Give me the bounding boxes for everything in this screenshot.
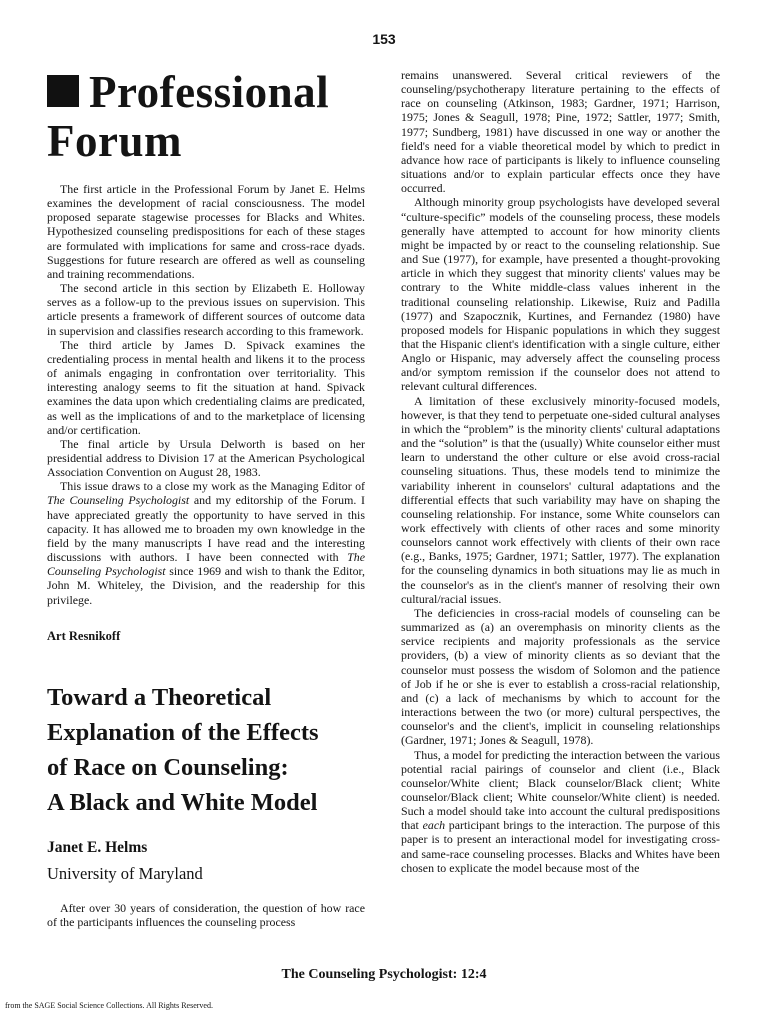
journal-name: The Counseling Psychologist bbox=[47, 550, 365, 579]
body-paragraph bbox=[401, 748, 720, 875]
journal-name: The Counseling Psychologist bbox=[47, 493, 190, 508]
body-paragraph: A limitation of these exclusively minority-focused models, however, is that they tend to perpetuate one-sided cultural analyses in which the “problem” is the minority clients' cultural adaptations and the “solution” is that the (usually) White counselor either must learn to understand the other culture or else avoid cross-racial counseling situations. Thus, these models tend to minimize the variability inherent in counselors' cultural adaptations and the differential effects that such variability may have on shaping the counseling relationship. For instance, some White counselors can work effectively with clients of other races and some minority counselors cannot work effectively with clients of their own race (e.g., Banks, 1975; Gardner, 1971; Sattler, 1977). The explanation for the counseling dynamics in both situations may lie as much in the counselor's as in the client's manner of resolving their own cultural/racial issues. bbox=[401, 393, 720, 606]
black-square-icon bbox=[47, 75, 79, 107]
closing-text: and my editorship of the Forum. I have appreciated greatly the opportunity to have served in this capacity. It has allowed me to broaden my own knowledge in the field by the many manuscripts I have read and the interesting discussions with authors. I have been connected with bbox=[47, 493, 365, 565]
page-number: 153 bbox=[372, 31, 396, 47]
article-title-line: of Race on Counseling: bbox=[47, 753, 289, 781]
article-title-line: Explanation of the Effects bbox=[47, 718, 319, 746]
closing-text: This issue draws to a close my work as the Managing Editor of bbox=[60, 479, 365, 494]
closing-text: since 1969 and wish to thank the Editor, John M. Whiteley, the Division, and the readership for this privilege. bbox=[47, 564, 365, 607]
body-paragraph: The deficiencies in cross-racial models of counseling can be summarized as (a) an overemphasis on minority clients as the service recipients and majority professionals as the service providers, (b) a view of minority clients as so deviant that the counselor must possess the wisdom of Solomon and the patience of Job if he or she is ever to establish a cross-racial relationship, and (c) a lack of mechanisms by which to account for the interactions between the two (or more) cultural perspectives, the counselor's and the client's, implicit in counseling relationships (Gardner, 1971; Jones & Seagull, 1978). bbox=[401, 605, 720, 748]
section-title-line1: Professional bbox=[89, 67, 330, 117]
closing-paragraph bbox=[47, 479, 365, 606]
signoff-author: Art Resnikoff bbox=[47, 628, 121, 643]
author-affiliation: University of Maryland bbox=[47, 863, 203, 883]
article-author: Janet E. Helms bbox=[47, 838, 148, 856]
copyright-footer: from the SAGE Social Science Collections. All Rights Reserved. bbox=[5, 1001, 213, 1010]
body-text: Thus, a model for predicting the interaction between the various potential racial pairings of counselor and client (i.e., Black counselor/White client; Black counselor/Black client; White counselor/Black client; White counselor/White client) is needed. Such a model should take into account the cultural predispositions that bbox=[401, 747, 720, 833]
section-title bbox=[47, 68, 365, 166]
journal-footer: The Counseling Psychologist: 12:4 bbox=[281, 967, 487, 982]
emphasis-text: each bbox=[422, 818, 446, 833]
intro-paragraph: The final article by Ursula Delworth is based on her presidential address to Division 17 at the American Psychological Association Convention on August 28, 1983. bbox=[47, 436, 365, 480]
section-title-line2: Forum bbox=[47, 116, 182, 166]
article-title-line: Toward a Theoretical bbox=[47, 683, 272, 711]
left-column bbox=[47, 68, 365, 929]
body-text: participant brings to the interaction. The purpose of this paper is to present an interactional model for investigating cross- and same-race counseling processes. Blacks and Whites have been chosen to explicate the model because most of the bbox=[401, 818, 720, 875]
intro-paragraph: The second article in this section by Elizabeth E. Holloway serves as a follow-up to the previous issues on supervision. This article presents a framework of different sources of outcome data in supervision and classifies research according to this framework. bbox=[47, 281, 365, 338]
intro-paragraph: The third article by James D. Spivack examines the credentialing process in mental health and likens it to the process of animals engaging in confrontation over territoriality. This interesting analogy seems to fit the situation at hand. Spivack examines the data upon which credentialing claims are predicated, as well as the implications of and to the marketplace of licensing and/or certification. bbox=[47, 337, 365, 437]
right-column bbox=[401, 68, 720, 875]
article-title bbox=[47, 680, 365, 820]
intro-paragraph: The first article in the Professional Forum by Janet E. Helms examines the development of racial consciousness. The model proposed separate stagewise processes for Blacks and Whites. Hypothesized counseling predispositions for each of these stages are formulated with implications for same and cross-race dyads. Suggestions for future research are offered as well as counseling and training recommendations. bbox=[47, 182, 365, 281]
body-paragraph: remains unanswered. Several critical reviewers of the counseling/psychotherapy literature pertaining to the effects of race on counseling (Atkinson, 1983; Gardner, 1971; Harrison, 1975; Jones & Seagull, 1978; Pine, 1972; Sattler, 1977; Smith, 1977; Sundberg, 1981) have discussed in one way or another the field's need for a viable theoretical model by which to predict in advance how race of participants is likely to influence counseling situations and/or to explain particular effects once they have occurred. bbox=[401, 68, 720, 196]
body-paragraph: Although minority group psychologists have developed several “culture-specific” models of the counseling process, these models generally have attempted to account for how minority clients might be impacted by or react to the counseling relationship. Sue and Sue (1977), for example, have presented a thought-provoking article in which they suggest that minority clients' values may be contrary to the White middle-class values inherent in the traditional counseling relationship. Likewise, Ruiz and Padilla (1977) and Szapocznik, Kurtines, and Fernandez (1980) have proposed models for Hispanic populations in which they suggest that the Hispanic client's identification with a single culture, either Anglo or Hispanic, may adversely affect the counseling process and/or symptom remission if the counselor does not attend to relevant cultural differences. bbox=[401, 195, 720, 394]
body-paragraph: After over 30 years of consideration, the question of how race of the participants influences the counseling process bbox=[47, 900, 365, 929]
article-title-line: A Black and White Model bbox=[47, 788, 318, 816]
